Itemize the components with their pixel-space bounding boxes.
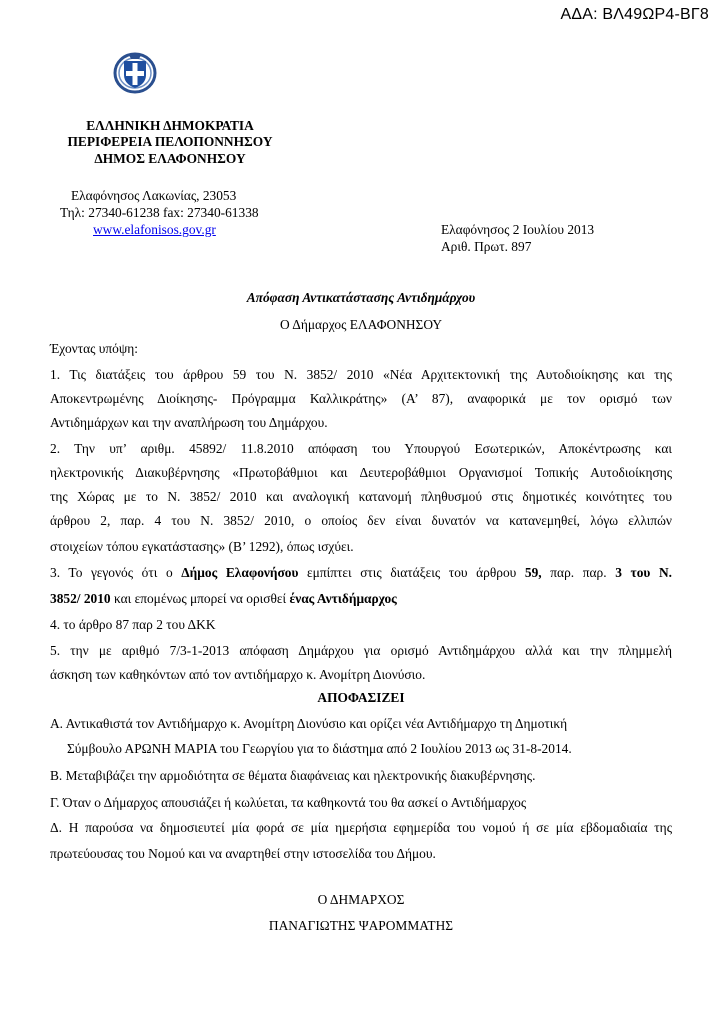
- para-2-line-1: 2. Την υπ’ αριθμ. 45892/ 11.8.2010 απόφαση του Υπουργού Εσωτερικών, Αποκέντρωσης και: [50, 441, 672, 456]
- para-1-line-1: 1. Τις διατάξεις του άρθρου 59 του Ν. 3852/ 2010 «Νέα Αρχιτεκτονική της Αυτοδιοίκησης και της: [50, 367, 672, 382]
- document-title: Απόφαση Αντικατάστασης Αντιδημάρχου: [246, 290, 476, 305]
- para-1-line-2: Αποκεντρωμένης Διοίκησης- Πρόγραμμα Καλλικράτης» (Α’ 87), αναφορικά με τον ορισμό των: [50, 391, 672, 406]
- address: Ελαφόνησος Λακωνίας, 23053: [71, 188, 237, 203]
- para-3-line-2: 3852/ 2010 και επομένως μπορεί να ορισθεί ένας Αντιδήμαρχος: [50, 591, 397, 606]
- para-5-line-2: άσκηση των καθηκόντων από τον αντιδήμαρχο κ. Ανομίτρη Διονύσιο.: [50, 667, 426, 682]
- coat-of-arms-icon: [113, 50, 157, 94]
- para-4: 4. το άρθρο 87 παρ 2 του ΔΚΚ: [50, 617, 216, 632]
- protocol-number: Αριθ. Πρωτ. 897: [441, 239, 532, 254]
- decision-b: Β. Μεταβιβάζει την αρμοδιότητα σε θέματα διαφάνειας και ηλεκτρονικής διακυβέρνησης.: [50, 768, 536, 783]
- decision-a-line-1: Α. Αντικαθιστά τον Αντιδήμαρχο κ. Ανομίτρη Διονύσιο και ορίζει νέα Αντιδήμαρχο τη Δημοτική: [50, 716, 568, 731]
- para-2-line-3: της Χώρας με το Ν. 3852/ 2010 και αναλογική κατανομή πληθυσμού στις δημοτικές κοινότητες του: [50, 489, 672, 504]
- para-2-line-5: στοιχείων τόπου εγκατάστασης» (Β’ 1292), όπως ισχύει.: [50, 539, 354, 554]
- header-line-3: ΔΗΜΟΣ ΕΛΑΦΟΝΗΣΟΥ: [94, 151, 246, 166]
- signature-name: ΠΑΝΑΓΙΩΤΗΣ ΨΑΡΟΜΜΑΤΗΣ: [268, 918, 454, 933]
- considering-heading: Έχοντας υπόψη:: [50, 341, 138, 356]
- decision-d-line-1: Δ. Η παρούσα να δημοσιευτεί μία φορά σε μία ημερήσια εφημερίδα του νομού ή σε μία εβδομαδιαία της: [50, 820, 672, 835]
- place-date: Ελαφόνησος 2 Ιουλίου 2013: [441, 222, 595, 237]
- decision-c: Γ. Όταν ο Δήμαρχος απουσιάζει ή κωλύεται, τα καθηκοντά του θα ασκεί ο Αντιδήμαρχος: [50, 795, 527, 810]
- signature-role: Ο ΔΗΜΑΡΧΟΣ: [317, 892, 405, 907]
- para-1-line-3: Αντιδημάρχων και την αναπλήρωση του Δημάρχου.: [50, 415, 328, 430]
- header-line-1: ΕΛΛΗΝΙΚΗ ΔΗΜΟΚΡΑΤΙΑ: [86, 118, 254, 133]
- header-line-2: ΠΕΡΙΦΕΡΕΙΑ ΠΕΛΟΠΟΝΝΗΣΟΥ: [67, 134, 273, 149]
- website-link[interactable]: www.elafonisos.gov.gr: [93, 222, 216, 237]
- phone-fax: Τηλ: 27340-61238 fax: 27340-61338: [60, 205, 259, 220]
- para-5-line-1: 5. την με αριθμό 7/3-1-2013 απόφαση Δημάρχου για ορισμό Αντιδημάρχου αλλά και την πλημμελή: [50, 643, 672, 658]
- decision-d-line-2: πρωτεύουσας του Νομού και να αναρτηθεί στην ιστοσελίδα του Δήμου.: [50, 846, 436, 861]
- para-2-line-4: άρθρου 2, παρ. 4 του Ν. 3852/ 2010, ο οποίος δεν είναι δυνατόν να κατανεμηθεί, λόγω ελλιπών: [50, 513, 672, 528]
- document-subtitle: Ο Δήμαρχος ΕΛΑΦΟΝΗΣΟΥ: [279, 317, 443, 332]
- ada-code: ΑΔΑ: ΒΛ49ΩΡ4-ΒΓ8: [560, 6, 709, 23]
- decision-a-line-2: Σύμβουλο ΑΡΩΝΗ ΜΑΡΙΑ του Γεωργίου για το διάστημα από 2 Ιουλίου 2013 ως 31-8-2014.: [67, 741, 572, 756]
- decision-heading: ΑΠΟΦΑΣΙΖΕΙ: [317, 690, 405, 705]
- para-3-line-1: 3. Το γεγονός ότι ο Δήμος Ελαφονήσου εμπίπτει στις διατάξεις του άρθρου 59, παρ. παρ. 3 του Ν.: [50, 565, 672, 580]
- para-2-line-2: ηλεκτρονικής Διακυβέρνησης «Πρωτοβάθμιοι και Δευτεροβάθμιοι Οργανισμοί Τοπικής Αυτοδιοίκησης: [50, 465, 672, 480]
